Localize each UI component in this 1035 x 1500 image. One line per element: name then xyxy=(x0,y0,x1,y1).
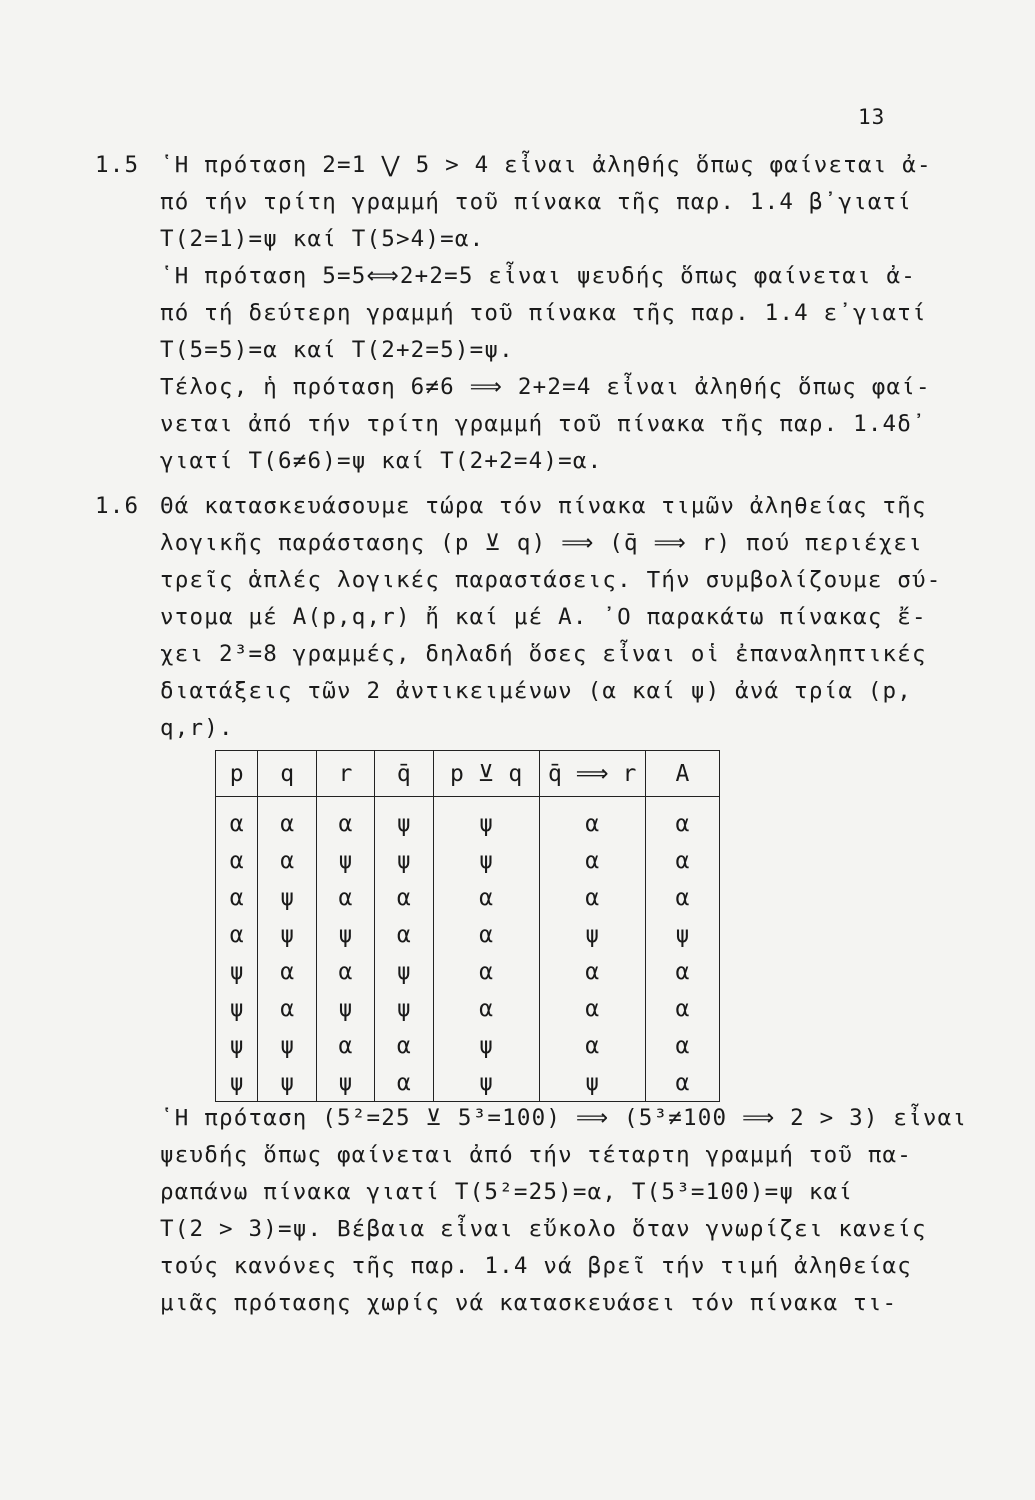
table-cell: α xyxy=(258,842,316,879)
table-cell: α xyxy=(433,879,539,916)
table-cell: ψ xyxy=(433,1064,539,1102)
table-cell: α xyxy=(216,879,258,916)
table-row xyxy=(216,797,720,843)
table-cell: ψ xyxy=(316,990,374,1027)
paragraph-line: γιατί T(6≠6)=ψ καί T(2+2=4)=α. xyxy=(160,448,603,474)
table-row xyxy=(216,990,720,1027)
paragraph-line: T(2=1)=ψ καί T(5>4)=α. xyxy=(160,226,485,252)
paragraph-line: ῾Η πρόταση (5²=25 ⊻ 5³=100) ⟹ (5³≠100 ⟹ 2 > 3) εἶναι xyxy=(160,1105,968,1131)
paragraph-line: διατάξεις τῶν 2 ἀντικειμένων (α καί ψ) ἀνά τρία (p, xyxy=(160,678,913,704)
table-cell: ψ xyxy=(645,916,719,953)
table-cell: α xyxy=(258,797,316,843)
table-cell: ψ xyxy=(216,990,258,1027)
table-cell: α xyxy=(258,953,316,990)
table-row xyxy=(216,1027,720,1064)
table-cell: ψ xyxy=(258,916,316,953)
header-p: p xyxy=(216,751,258,797)
table-cell: ψ xyxy=(375,797,433,843)
table-cell: ψ xyxy=(316,916,374,953)
table-cell: α xyxy=(433,953,539,990)
table-cell: α xyxy=(316,797,374,843)
table-cell: α xyxy=(645,1064,719,1102)
table-cell: ψ xyxy=(216,953,258,990)
table-cell: α xyxy=(539,1027,645,1064)
table-row xyxy=(216,879,720,916)
table-cell: ψ xyxy=(375,842,433,879)
table-cell: α xyxy=(645,842,719,879)
table-cell: α xyxy=(375,1064,433,1102)
table-cell: α xyxy=(539,953,645,990)
table-cell: α xyxy=(433,990,539,1027)
table-row xyxy=(216,916,720,953)
table-cell: ψ xyxy=(316,842,374,879)
table-cell: ψ xyxy=(316,1064,374,1102)
header-p-xor-q: p ⊻ q xyxy=(433,751,539,797)
header-not-q-implies-r: q̄ ⟹ r xyxy=(539,751,645,797)
paragraph-line: ντομα μέ A(p,q,r) ἤ καί μέ A. ᾿Ο παρακάτω πίνακας ἔ- xyxy=(160,604,927,630)
paragraph-line: q,r). xyxy=(160,715,234,741)
paragraph-line: χει 2³=8 γραμμές, δηλαδή ὅσες εἶναι οἱ ἐπαναληπτικές xyxy=(160,641,927,667)
header-A: A xyxy=(645,751,719,797)
table-cell: α xyxy=(216,797,258,843)
table-cell: α xyxy=(645,1027,719,1064)
table-row xyxy=(216,1064,720,1102)
table-cell: ψ xyxy=(375,990,433,1027)
paragraph-line: μιᾶς πρότασης χωρίς νά κατασκευάσει τόν πίνακα τι- xyxy=(160,1290,898,1316)
paragraph-line: λογικῆς παράστασης (p ⊻ q) ⟹ (q̄ ⟹ r) πού περιέχει xyxy=(160,530,923,556)
table-cell: α xyxy=(539,879,645,916)
paragraph-line: τούς κανόνες τῆς παρ. 1.4 νά βρεῖ τήν τιμή ἀληθείας xyxy=(160,1253,913,1279)
truth-table-header-row xyxy=(216,751,720,797)
table-cell: α xyxy=(539,797,645,843)
table-cell: α xyxy=(375,1027,433,1064)
table-row xyxy=(216,953,720,990)
paragraph-line: πό τή δεύτερη γραμμή τοῦ πίνακα τῆς παρ. 1.4 ε᾿γιατί xyxy=(160,300,927,326)
table-cell: α xyxy=(216,842,258,879)
paragraph-line: ψευδής ὅπως φαίνεται ἀπό τήν τέταρτη γραμμή τοῦ πα- xyxy=(160,1142,913,1168)
table-cell: α xyxy=(645,953,719,990)
table-cell: ψ xyxy=(539,916,645,953)
table-cell: α xyxy=(316,879,374,916)
paragraph-line: πό τήν τρίτη γραμμή τοῦ πίνακα τῆς παρ. 1.4 β᾿γιατί xyxy=(160,189,913,215)
paragraph-line: T(5=5)=α καί T(2+2=5)=ψ. xyxy=(160,337,514,363)
table-cell: ψ xyxy=(258,879,316,916)
table-cell: ψ xyxy=(433,842,539,879)
table-cell: α xyxy=(216,916,258,953)
table-cell: ψ xyxy=(216,1064,258,1102)
table-cell: α xyxy=(433,916,539,953)
table-cell: α xyxy=(375,916,433,953)
table-cell: α xyxy=(539,990,645,1027)
table-cell: ψ xyxy=(433,1027,539,1064)
table-cell: α xyxy=(316,1027,374,1064)
section-1-5-number: 1.5 xyxy=(95,152,140,178)
table-cell: α xyxy=(645,797,719,843)
table-cell: ψ xyxy=(375,953,433,990)
paragraph-line: Θά κατασκευάσουμε τώρα τόν πίνακα τιμῶν ἀληθείας τῆς xyxy=(160,493,927,519)
table-cell: α xyxy=(258,990,316,1027)
table-cell: ψ xyxy=(433,797,539,843)
table-cell: ψ xyxy=(258,1064,316,1102)
paragraph-line: T(2 > 3)=ψ. Βέβαια εἶναι εὔκολο ὅταν γνωρίζει κανείς xyxy=(160,1216,927,1242)
paragraph-line: νεται ἀπό τήν τρίτη γραμμή τοῦ πίνακα τῆς παρ. 1.4δ᾿ xyxy=(160,411,927,437)
header-not-q: q̄ xyxy=(375,751,433,797)
table-cell: ψ xyxy=(216,1027,258,1064)
table-cell: ψ xyxy=(258,1027,316,1064)
table-cell: ψ xyxy=(539,1064,645,1102)
table-cell: α xyxy=(316,953,374,990)
paragraph-line: Τέλος, ἡ πρόταση 6≠6 ⟹ 2+2=4 εἶναι ἀληθής ὅπως φαί- xyxy=(160,374,931,400)
paragraph-line: ῾Η πρόταση 5=5⟺2+2=5 εἶναι ψευδής ὅπως φαίνεται ἀ- xyxy=(160,263,917,289)
paragraph-line: ῾Η πρόταση 2=1 ⋁ 5 > 4 εἶναι ἀληθής ὅπως φαίνεται ἀ- xyxy=(160,152,932,178)
section-1-6-number: 1.6 xyxy=(95,493,140,519)
table-cell: α xyxy=(645,879,719,916)
page-number: 13 xyxy=(858,105,886,129)
table-row xyxy=(216,842,720,879)
truth-table xyxy=(215,750,720,1102)
header-r: r xyxy=(316,751,374,797)
table-cell: α xyxy=(375,879,433,916)
header-q: q xyxy=(258,751,316,797)
table-cell: α xyxy=(645,990,719,1027)
paragraph-line: ραπάνω πίνακα γιατί T(5²=25)=α, T(5³=100)=ψ καί xyxy=(160,1179,854,1205)
paragraph-line: τρεῖς ἁπλές λογικές παραστάσεις. Τήν συμβολίζουμε σύ- xyxy=(160,567,942,593)
table-cell: α xyxy=(539,842,645,879)
